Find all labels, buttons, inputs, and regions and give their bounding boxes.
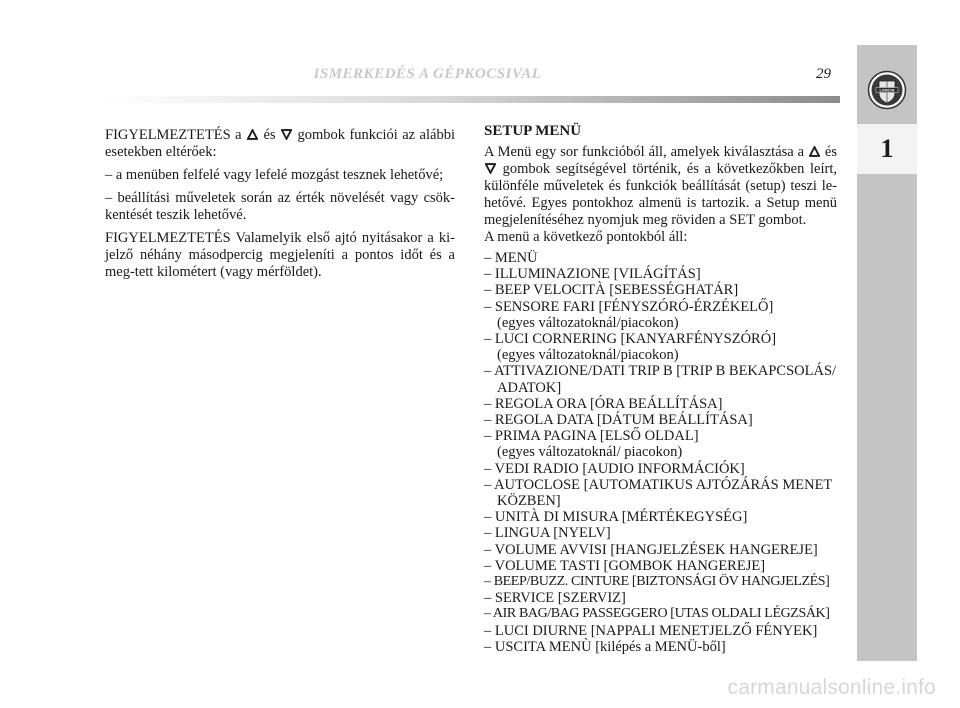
menu-list-item bbox=[484, 606, 837, 622]
menu-list-item bbox=[484, 250, 837, 266]
menu-item-label: – SERVICE [SZERVIZ] bbox=[484, 590, 626, 607]
lancia-shield-icon bbox=[867, 70, 907, 110]
menu-list-item bbox=[484, 299, 837, 331]
setup-intro-paragraph bbox=[484, 144, 837, 229]
left-column bbox=[105, 127, 455, 287]
menu-item-label: – UNITÀ DI MISURA [MÉRTÉKEGYSÉG] bbox=[484, 509, 748, 526]
menu-item-label: – VOLUME AVVISI [HANGJELZÉSEK HANGEREJE] bbox=[484, 541, 818, 558]
running-header-title: ISMERKEDÉS A GÉPKOCSIVAL bbox=[313, 66, 542, 82]
menu-list-item bbox=[484, 558, 837, 574]
menu-list-item bbox=[484, 282, 837, 298]
menu-item-label: – VOLUME TASTI [GOMBOK HANGEREJE] bbox=[484, 557, 766, 574]
triangle-up-icon bbox=[809, 146, 820, 157]
menu-list-item bbox=[484, 574, 837, 590]
warning-text-1: FIGYELMEZTETÉS a bbox=[105, 127, 246, 143]
menu-item-note: (egyes változatoknál/ piacokon) bbox=[497, 444, 683, 461]
triangle-down-icon bbox=[485, 163, 496, 174]
menu-item-label: – LUCI DIURNE [NAPPALI MENETJELZŐ FÉNYEK] bbox=[484, 622, 818, 639]
triangle-up-icon bbox=[247, 129, 258, 140]
menu-list-item bbox=[484, 363, 837, 395]
intro-text-1: A Menü egy sor funkcióból áll, amelyek kiválasztása a bbox=[484, 144, 808, 160]
menu-list-item bbox=[484, 623, 837, 639]
menu-item-label: – VEDI RADIO [AUDIO INFORMÁCIÓK] bbox=[484, 460, 745, 477]
triangle-down-icon bbox=[281, 129, 292, 140]
warning-text-3: gombok funkciói az alábbi esetekben eltérőek: bbox=[105, 127, 455, 160]
menu-item-label: – MENÜ bbox=[484, 250, 538, 266]
menu-list-lead: A menü a következő pontokból áll: bbox=[484, 229, 688, 245]
menu-list-item bbox=[484, 266, 837, 282]
menu-item-label: – REGOLA ORA [ÓRA BEÁLLÍTÁSA] bbox=[484, 395, 723, 412]
warning-buttons-paragraph bbox=[105, 127, 455, 161]
setting-adjust-note: – beállítási műveletek során az érték növelését vagy csök-kentését teszik lehetővé. bbox=[105, 190, 455, 223]
menu-item-label: – ATTIVAZIONE/DATI TRIP B [TRIP B BEKAPCSOLÁS/ ADATOK] bbox=[484, 363, 837, 396]
menu-item-label: – ILLUMINAZIONE [VILÁGÍTÁS] bbox=[484, 266, 701, 283]
logo-text: LANCIA bbox=[879, 87, 895, 93]
menu-item-label: – PRIMA PAGINA [ELSŐ OLDAL] bbox=[484, 428, 699, 445]
warning-text-2: és bbox=[259, 127, 280, 143]
section-heading: SETUP MENÜ bbox=[484, 123, 582, 139]
watermark: carmanualsonline.info bbox=[727, 676, 936, 699]
menu-list-item bbox=[484, 461, 837, 477]
menu-list-item bbox=[484, 412, 837, 428]
menu-item-label: – SENSORE FARI [FÉNYSZÓRÓ-ÉRZÉKELŐ] bbox=[484, 298, 774, 315]
menu-list-item bbox=[484, 396, 837, 412]
right-column bbox=[484, 123, 837, 655]
chapter-number-tab: 1 bbox=[857, 124, 917, 174]
menu-item-label: – LUCI CORNERING [KANYARFÉNYSZÓRÓ] bbox=[484, 331, 777, 348]
door-open-warning: FIGYELMEZTETÉS Valamelyik első ajtó nyitásakor a ki-jelző néhány másodpercig megjeleníti a pontos időt és a meg-tett kilométert (vagy mérföldet). bbox=[105, 230, 455, 280]
menu-item-label: – REGOLA DATA [DÁTUM BEÁLLÍTÁSA] bbox=[484, 412, 753, 429]
menu-item-label: – BEEP VELOCITÀ [SEBESSÉGHATÁR] bbox=[484, 282, 739, 299]
menu-list-item bbox=[484, 331, 837, 363]
menu-list-item bbox=[484, 477, 837, 509]
menu-list-item bbox=[484, 509, 837, 525]
intro-text-3: gombok segítségével történik, és a következőkben leírt, különféle műveletek és funkciók beállítását (setup) teszi le-hetővé. Egyes pontokhoz almenü is tartozik. a Setup menü megjelenítéséhez nyomjuk meg röviden a SET gombot. bbox=[484, 161, 837, 228]
menu-list-item bbox=[484, 590, 837, 606]
page-number: 29 bbox=[816, 66, 831, 82]
menu-list-item bbox=[484, 428, 837, 460]
menu-list-item bbox=[484, 525, 837, 541]
menu-item-label: – LINGUA [NYELV] bbox=[484, 525, 611, 542]
menu-item-label: – USCITA MENÙ [kilépés a MENÜ-ből] bbox=[484, 638, 726, 655]
menu-item-label: – BEEP/BUZZ. CINTURE [BIZTONSÁGI ÖV HANGJELZÉS] bbox=[484, 574, 830, 590]
menu-item-note: (egyes változatoknál/piacokon) bbox=[497, 347, 679, 364]
menu-item-label: – AIR BAG/BAG PASSEGGERO [UTAS OLDALI LÉGZSÁK] bbox=[484, 606, 830, 622]
menu-list-item bbox=[484, 542, 837, 558]
menu-list-item bbox=[484, 639, 837, 655]
intro-text-2: és bbox=[820, 144, 837, 160]
header-rule bbox=[100, 96, 840, 103]
menu-item-note: (egyes változatoknál/piacokon) bbox=[497, 314, 679, 331]
menu-navigation-note: – a menüben felfelé vagy lefelé mozgást tesznek lehetővé; bbox=[105, 167, 444, 183]
setup-menu-list bbox=[484, 250, 837, 655]
menu-item-label: – AUTOCLOSE [AUTOMATIKUS AJTÓZÁRÁS MENET KÖZBEN] bbox=[484, 476, 833, 510]
